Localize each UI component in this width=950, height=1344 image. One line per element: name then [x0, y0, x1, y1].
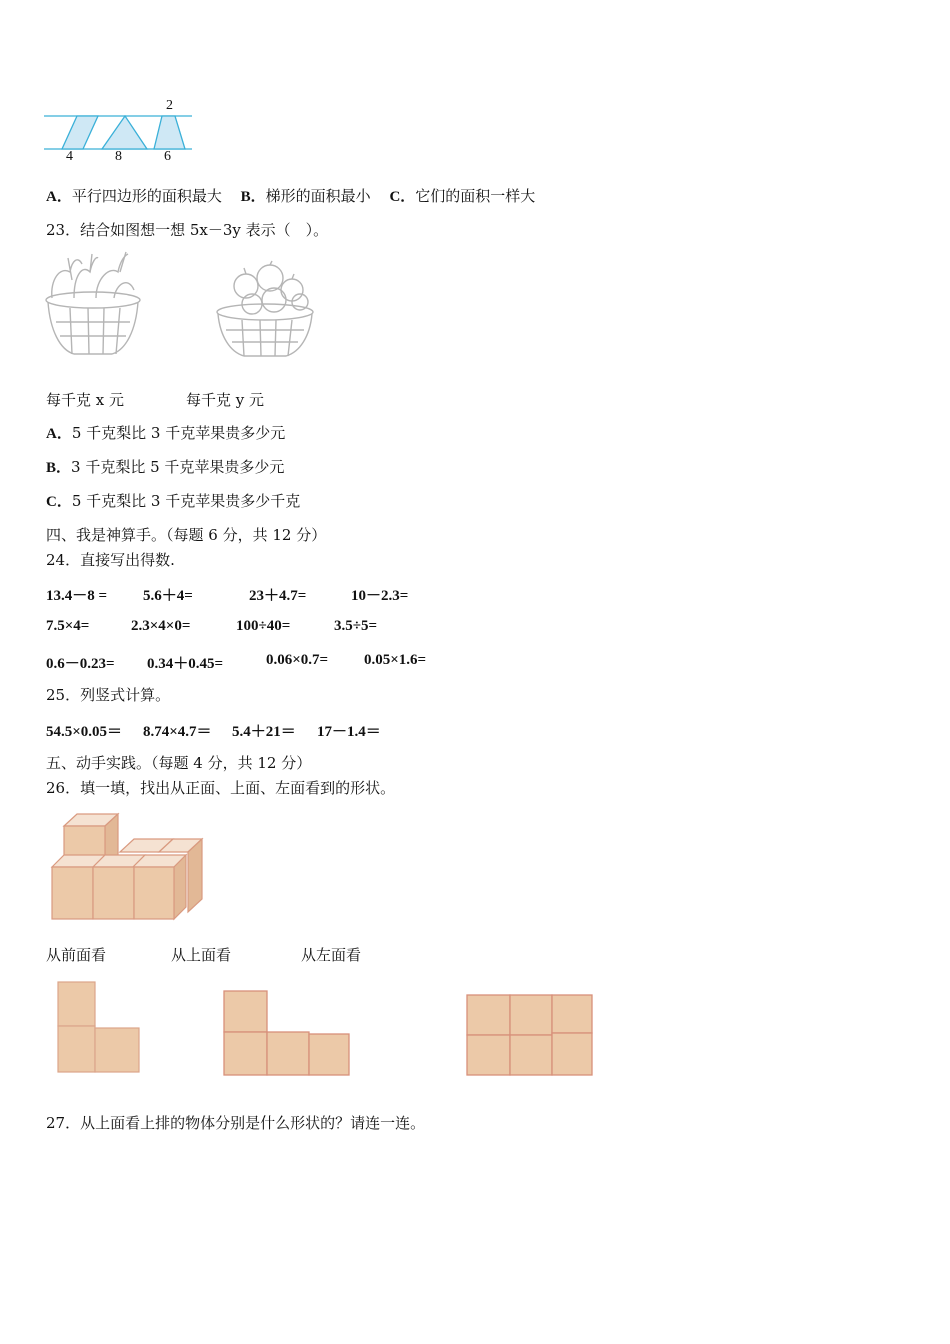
q23-option-b[interactable]: B．3 千克梨比 5 千克苹果贵多少元	[46, 458, 285, 476]
q25-expr: 17－1.4＝	[317, 724, 381, 740]
q25-expr: 5.4＋21＝	[232, 724, 296, 740]
left-view-label: 从左面看	[301, 946, 362, 964]
trapezoid-base-label: 6	[164, 149, 171, 164]
view-figure-2[interactable]	[222, 989, 352, 1077]
q24-stem: 24．直接写出得数.	[46, 551, 175, 569]
apple-price-caption: 每千克 y 元	[186, 391, 265, 409]
top-view-label: 从上面看	[171, 946, 232, 964]
q22-option-a[interactable]: A．平行四边形的面积最大	[46, 187, 222, 205]
q24-expr: 10－2.3=	[351, 588, 409, 604]
q22-option-c[interactable]: C．它们的面积一样大	[389, 187, 536, 205]
front-view-label: 从前面看	[46, 946, 107, 964]
q24-expr: 23＋4.7=	[249, 588, 307, 604]
q27-stem: 27．从上面看上排的物体分别是什么形状的？请连一连。	[46, 1114, 426, 1132]
q25-expr: 8.74×4.7＝	[143, 724, 212, 740]
q24-expr: 2.3×4×0=	[131, 618, 191, 634]
q23-option-c[interactable]: C．5 千克梨比 3 千克苹果贵多少千克	[46, 492, 301, 510]
q24-expr: 0.34＋0.45=	[147, 656, 224, 672]
q25-stem: 25．列竖式计算。	[46, 686, 171, 704]
q24-expr: 5.6＋4=	[143, 588, 193, 604]
parallelogram-base-label: 4	[66, 149, 73, 164]
pear-price-caption: 每千克 x 元	[46, 391, 124, 409]
q25-expr: 54.5×0.05＝	[46, 724, 123, 740]
q24-expr: 7.5×4=	[46, 618, 90, 634]
q24-expr: 100÷40=	[236, 618, 291, 634]
apple-basket-image	[214, 260, 316, 360]
q26-stem: 26．填一填，找出从正面、上面、左面看到的形状。	[46, 779, 396, 797]
section-4-title: 四、我是神算手。（每题 6 分，共 12 分）	[46, 526, 327, 544]
trapezoid-top-label: 2	[166, 98, 173, 113]
view-figure-3[interactable]	[465, 993, 595, 1077]
q24-expr: 0.06×0.7=	[266, 652, 329, 668]
q22-options	[46, 186, 535, 207]
q23-option-a[interactable]: A．5 千克梨比 3 千克苹果贵多少元	[46, 424, 286, 442]
view-figure-1[interactable]	[56, 980, 142, 1074]
pear-basket-image	[44, 250, 142, 360]
section-5-title: 五、动手实践。（每题 4 分，共 12 分）	[46, 754, 312, 772]
q24-expr: 0.05×1.6=	[364, 652, 427, 668]
q24-expr: 3.5÷5=	[334, 618, 378, 634]
q24-expr: 0.6－0.23=	[46, 656, 115, 672]
cube-stack-image	[50, 812, 206, 924]
q22-option-b[interactable]: B．梯形的面积最小	[240, 187, 371, 205]
triangle-base-label: 8	[115, 149, 122, 164]
q23-stem: 23．结合如图想一想 5x－3y 表示（ ）。	[46, 221, 329, 239]
q24-expr: 13.4－8 =	[46, 588, 108, 604]
